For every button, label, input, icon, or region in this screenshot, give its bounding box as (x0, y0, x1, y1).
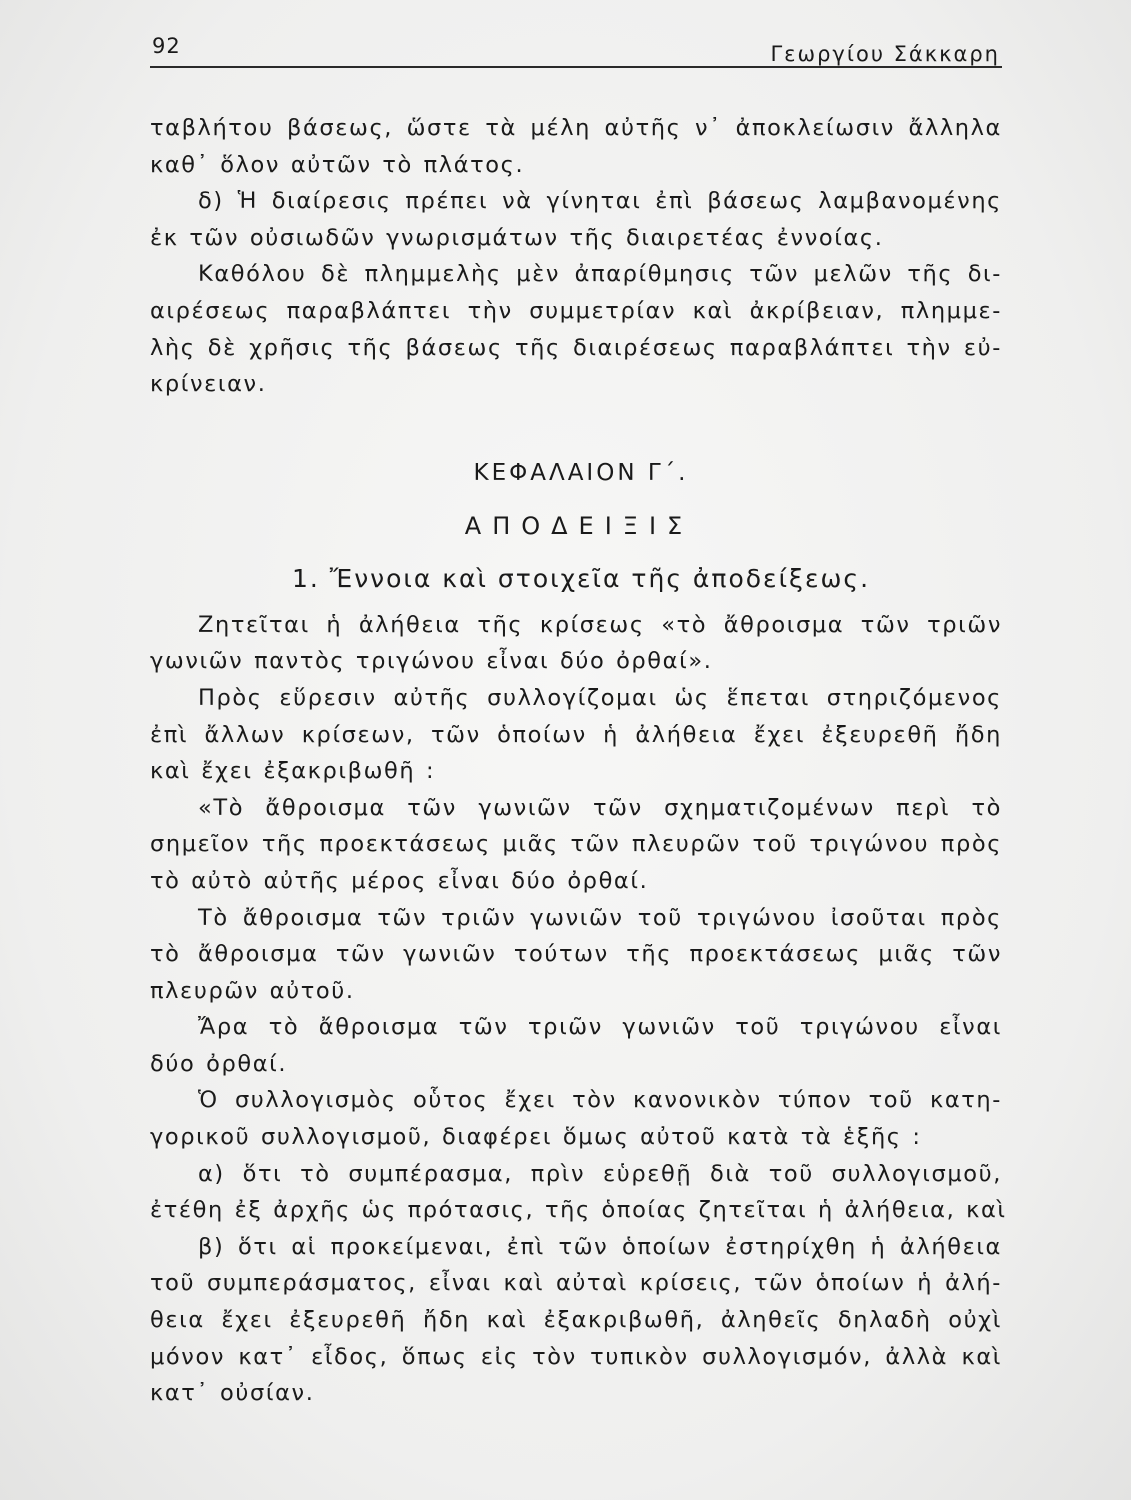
text-line: τὸ αὐτὸ αὐτῆς μέρος εἶναι δύο ὀρθαί. (150, 867, 649, 894)
paragraph-5 (150, 680, 1002, 790)
text-line: μόνον κατ᾽ εἶδος, ὅπως εἰς τὸν τυπικὸν συλλογισμόν, ἀλλὰ καὶ (150, 1343, 1002, 1370)
text-line: λὴς δὲ χρῆσις τῆς βάσεως τῆς διαιρέσεως παραβλάπτει τὴν εὐ- (150, 334, 1002, 361)
section-heading: 1. Ἔννοια καὶ στοιχεῖα τῆς ἀποδείξεως. (291, 563, 871, 593)
paragraph-8 (150, 1009, 1002, 1082)
text-line: «Τὸ ἄθροισμα τῶν γωνιῶν τῶν σχηματιζομένων περὶ τὸ (198, 794, 1002, 821)
text-line: τοῦ συμπεράσματος, εἶναι καὶ αὐταὶ κρίσεις, τῶν ὁποίων ἡ ἀλή- (150, 1270, 1002, 1297)
paragraph-6 (150, 790, 1002, 900)
paragraph-10 (150, 1156, 1007, 1229)
chapter-title: ΑΠΟΔΕΙΞΙΣ (464, 511, 694, 540)
text-line: Καθόλου δὲ πλημμελὴς μὲν ἀπαρίθμησις τῶν μελῶν τῆς δι- (198, 261, 1002, 288)
body-text (150, 110, 1007, 1412)
text-line: θεια ἔχει ἐξευρεθῆ ἤδη καὶ ἐξακριβωθῆ, ἀληθεῖς δηλαδὴ οὐχὶ (150, 1307, 1002, 1334)
paragraph-4 (150, 607, 1002, 680)
text-line: κρίνειαν. (150, 371, 267, 398)
text-line: αιρέσεως παραβλάπτει τὴν συμμετρίαν καὶ ἀκρίβειαν, πλημμε- (150, 297, 1002, 324)
text-line: ἐπὶ ἄλλων κρίσεων, τῶν ὁποίων ἡ ἀλήθεια ἔχει ἐξευρεθῆ ἤδη (150, 721, 1002, 748)
text-line: πλευρῶν αὐτοῦ. (150, 977, 355, 1004)
text-line: Πρὸς εὕρεσιν αὐτῆς συλλογίζομαι ὡς ἕπεται στηριζόμενος (198, 684, 1002, 711)
text-line: α) ὅτι τὸ συμπέρασμα, πρὶν εὑρεθῇ διὰ τοῦ συλλογισμοῦ, (198, 1160, 1002, 1187)
paragraph-3 (150, 256, 1002, 402)
paragraph-11 (150, 1229, 1002, 1412)
text-line: Τὸ ἄθροισμα τῶν τριῶν γωνιῶν τοῦ τριγώνου ἰσοῦται πρὸς (198, 904, 1002, 931)
text-line: σημεῖον τῆς προεκτάσεως μιᾶς τῶν πλευρῶν τοῦ τριγώνου πρὸς (150, 831, 1002, 858)
text-line: ταβλήτου βάσεως, ὥστε τὰ μέλη αὐτῆς ν᾽ ἀποκλείωσιν ἄλληλα (150, 115, 1002, 141)
paragraph-2 (150, 183, 1002, 256)
paragraph-7 (150, 900, 1002, 1010)
text-line: Ζητεῖται ἡ ἀλήθεια τῆς κρίσεως «τὸ ἄθροισμα τῶν τριῶν (198, 611, 1002, 638)
text-line: ἐτέθη ἐξ ἀρχῆς ὡς πρότασις, τῆς ὁποίας ζητεῖται ἡ ἀλήθεια, καὶ (150, 1197, 1007, 1224)
text-line: ἐκ τῶν οὐσιωδῶν γνωρισμάτων τῆς διαιρετέας ἐννοίας. (150, 224, 884, 251)
text-line: καθ᾽ ὅλον αὐτῶν τὸ πλάτος. (150, 151, 525, 178)
text-line: τὸ ἄθροισμα τῶν γωνιῶν τούτων τῆς προεκτάσεως μιᾶς τῶν (150, 941, 1002, 968)
text-line: γορικοῦ συλλογισμοῦ, διαφέρει ὅμως αὐτοῦ κατὰ τὰ ἑξῆς : (150, 1124, 922, 1151)
text-line: δ) Ἡ διαίρεσις πρέπει νὰ γίνηται ἐπὶ βάσεως λαμβανομένης (198, 188, 1002, 215)
text-line: β) ὅτι αἱ προκείμεναι, ἐπὶ τῶν ὁποίων ἐστηρίχθη ἡ ἀλήθεια (198, 1233, 1002, 1260)
text-line: Ὁ συλλογισμὸς οὗτος ἔχει τὸν κανονικὸν τύπον τοῦ κατη- (198, 1087, 1002, 1114)
paragraph-9 (150, 1082, 1002, 1155)
running-header (150, 32, 1002, 68)
text-line: κατ᾽ οὐσίαν. (150, 1380, 315, 1407)
paragraph-1 (150, 110, 1002, 183)
page-number: 92 (152, 34, 181, 58)
chapter-heading: ΚΕΦΑΛΑΙΟΝ Γ΄. (473, 459, 689, 486)
text-line: γωνιῶν παντὸς τριγώνου εἶναι δύο ὀρθαί». (150, 648, 713, 675)
text-line: Ἄρα τὸ ἄθροισμα τῶν τριῶν γωνιῶν τοῦ τριγώνου εἶναι (198, 1014, 1002, 1041)
running-title: Γεωργίου Σάκκαρη (770, 42, 1000, 66)
text-line: καὶ ἔχει ἐξακριβωθῆ : (150, 758, 436, 785)
text-line: δύο ὀρθαί. (150, 1050, 288, 1077)
